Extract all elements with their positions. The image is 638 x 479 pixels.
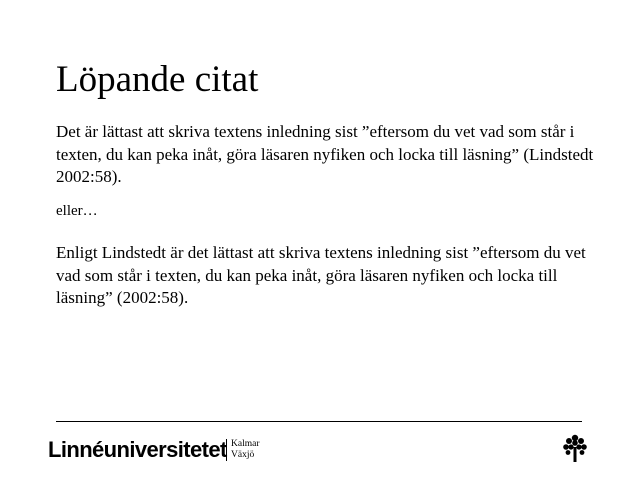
tree-logo-icon xyxy=(562,433,588,463)
footer-divider xyxy=(56,421,582,422)
logo-separator xyxy=(226,439,227,461)
example-paragraph-2: Enligt Lindstedt är det lättast att skriva textens inledning sist ”eftersom du vet vad som står i texten, du kan peka inåt, göra läsaren nyfiken och locka till läsning” (2002:58). xyxy=(56,243,586,307)
separator-text: eller… xyxy=(56,203,98,219)
university-logo-text: Linnéuniversitetet xyxy=(48,437,227,462)
example-paragraph-1: Det är lättast att skriva textens inledning sist ”eftersom du vet vad som står i texten, du kan peka inåt, göra läsaren nyfiken och locka till läsning” (Lindstedt 2002:58). xyxy=(56,122,594,186)
campus-kalmar: Kalmar xyxy=(231,439,260,449)
campus-names xyxy=(231,439,260,461)
campus-vaxjo: Växjö xyxy=(231,450,255,460)
slide-title: Löpande citat xyxy=(56,59,259,100)
footer xyxy=(48,437,608,465)
